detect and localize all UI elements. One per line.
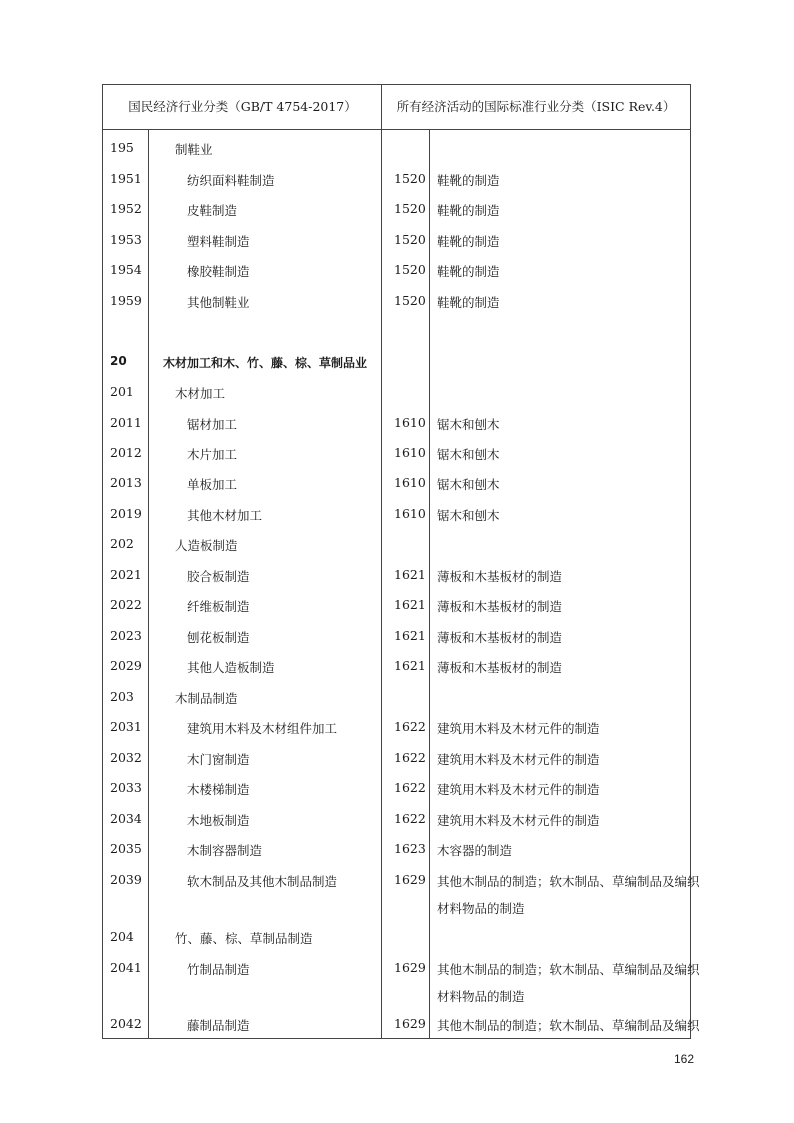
row-code: 1953 (110, 232, 142, 247)
row-code: 2032 (110, 750, 142, 765)
row-isic-name: 建筑用木料及木材元件的制造 (437, 782, 600, 797)
row-name: 藤制品制造 (187, 1018, 250, 1033)
row-code: 2021 (110, 567, 142, 582)
row-code: 202 (110, 536, 134, 551)
row-code: 1952 (110, 201, 142, 216)
row-name: 木片加工 (187, 447, 238, 462)
row-name: 皮鞋制造 (187, 203, 238, 218)
row-code: 1959 (110, 293, 142, 308)
row-code: 1951 (110, 171, 142, 186)
row-name: 木制容器制造 (187, 843, 263, 858)
row-isic-name: 鞋靴的制造 (437, 234, 500, 249)
row-name: 木材加工 (175, 386, 226, 401)
row-code: 2031 (110, 719, 142, 734)
divider-code (148, 129, 149, 1038)
row-code: 20 (110, 354, 127, 368)
classification-table (102, 84, 700, 1039)
row-isic-name: 鞋靴的制造 (437, 264, 500, 279)
header-isic: 所有经济活动的国际标准行业分类（ISIC Rev.4） (396, 99, 676, 114)
row-name: 单板加工 (187, 477, 238, 492)
row-isic-code: 1520 (394, 293, 426, 308)
divider-header (381, 85, 382, 129)
row-code: 2022 (110, 597, 142, 612)
row-name: 纤维板制造 (187, 599, 250, 614)
row-name: 塑料鞋制造 (187, 234, 250, 249)
row-code: 2012 (110, 445, 142, 460)
row-isic-name: 建筑用木料及木材元件的制造 (437, 813, 600, 828)
row-name: 纺织面料鞋制造 (187, 173, 275, 188)
row-isic-name: 锯木和刨木 (437, 417, 500, 432)
row-isic-name: 锯木和刨木 (437, 477, 500, 492)
row-code: 2019 (110, 506, 142, 521)
row-name: 木制品制造 (175, 691, 238, 706)
row-code: 2039 (110, 872, 142, 887)
row-isic-name-cont: 材料物品的制造 (437, 901, 525, 916)
row-isic-name: 薄板和木基板材的制造 (437, 599, 563, 614)
row-code: 2041 (110, 960, 142, 975)
row-isic-name: 薄板和木基板材的制造 (437, 569, 563, 584)
row-isic-code: 1629 (394, 1016, 426, 1031)
row-code: 2029 (110, 658, 142, 673)
row-isic-code: 1622 (394, 719, 426, 734)
row-code: 204 (110, 929, 134, 944)
row-code: 2013 (110, 475, 142, 490)
row-code: 2033 (110, 780, 142, 795)
row-isic-code: 1621 (394, 628, 426, 643)
divider-isic-code (429, 129, 430, 1038)
row-isic-code: 1629 (394, 960, 426, 975)
row-code: 2011 (110, 415, 142, 430)
row-isic-name: 锯木和刨木 (437, 508, 500, 523)
row-isic-code: 1610 (394, 506, 426, 521)
row-isic-name: 建筑用木料及木材元件的制造 (437, 721, 600, 736)
row-isic-code: 1622 (394, 750, 426, 765)
row-name: 木楼梯制造 (187, 782, 250, 797)
row-isic-name: 木容器的制造 (437, 843, 513, 858)
header-gbt: 国民经济行业分类（GB/T 4754-2017） (128, 99, 357, 114)
row-code: 195 (110, 140, 134, 155)
row-name: 木材加工和木、竹、藤、棕、草制品业 (163, 356, 368, 370)
row-code: 1954 (110, 262, 142, 277)
row-name: 竹制品制造 (187, 962, 250, 977)
row-isic-code: 1622 (394, 811, 426, 826)
row-name: 胶合板制造 (187, 569, 250, 584)
row-isic-code: 1610 (394, 475, 426, 490)
row-name: 木门窗制造 (187, 752, 250, 767)
row-isic-code: 1623 (394, 841, 426, 856)
row-isic-code: 1520 (394, 201, 426, 216)
row-isic-code: 1610 (394, 415, 426, 430)
row-name: 软木制品及其他木制品制造 (187, 874, 338, 889)
row-isic-code: 1520 (394, 262, 426, 277)
row-name: 建筑用木料及木材组件加工 (187, 721, 338, 736)
row-isic-name: 其他木制品的制造；软木制品、草编制品及编织 (437, 874, 700, 889)
row-code: 2035 (110, 841, 142, 856)
row-isic-name: 薄板和木基板材的制造 (437, 630, 563, 645)
row-isic-code: 1610 (394, 445, 426, 460)
row-code: 201 (110, 384, 134, 399)
row-code: 2042 (110, 1016, 142, 1031)
row-name: 橡胶鞋制造 (187, 264, 250, 279)
row-name: 木地板制造 (187, 813, 250, 828)
row-code: 2023 (110, 628, 142, 643)
row-isic-code: 1621 (394, 597, 426, 612)
row-isic-name: 薄板和木基板材的制造 (437, 660, 563, 675)
row-isic-name: 锯木和刨木 (437, 447, 500, 462)
divider-middle (381, 129, 382, 1038)
row-isic-code: 1520 (394, 232, 426, 247)
row-code: 2034 (110, 811, 142, 826)
row-name: 其他制鞋业 (187, 295, 250, 310)
row-isic-name: 鞋靴的制造 (437, 173, 500, 188)
row-name: 制鞋业 (175, 142, 213, 157)
row-isic-name: 鞋靴的制造 (437, 295, 500, 310)
row-isic-code: 1621 (394, 658, 426, 673)
row-name: 锯材加工 (187, 417, 238, 432)
row-isic-name-cont: 材料物品的制造 (437, 989, 525, 1004)
row-isic-code: 1629 (394, 872, 426, 887)
row-isic-name: 其他木制品的制造；软木制品、草编制品及编织 (437, 1018, 700, 1033)
row-isic-code: 1622 (394, 780, 426, 795)
row-isic-name: 其他木制品的制造；软木制品、草编制品及编织 (437, 962, 700, 977)
row-isic-code: 1520 (394, 171, 426, 186)
row-name: 其他人造板制造 (187, 660, 275, 675)
row-isic-name: 建筑用木料及木材元件的制造 (437, 752, 600, 767)
row-isic-name: 鞋靴的制造 (437, 203, 500, 218)
row-name: 竹、藤、棕、草制品制造 (175, 931, 313, 946)
row-code: 203 (110, 689, 134, 704)
page-number: 162 (674, 1052, 695, 1066)
row-name: 刨花板制造 (187, 630, 250, 645)
table-header (103, 85, 690, 130)
row-name: 其他木材加工 (187, 508, 263, 523)
row-name: 人造板制造 (175, 538, 238, 553)
row-isic-code: 1621 (394, 567, 426, 582)
